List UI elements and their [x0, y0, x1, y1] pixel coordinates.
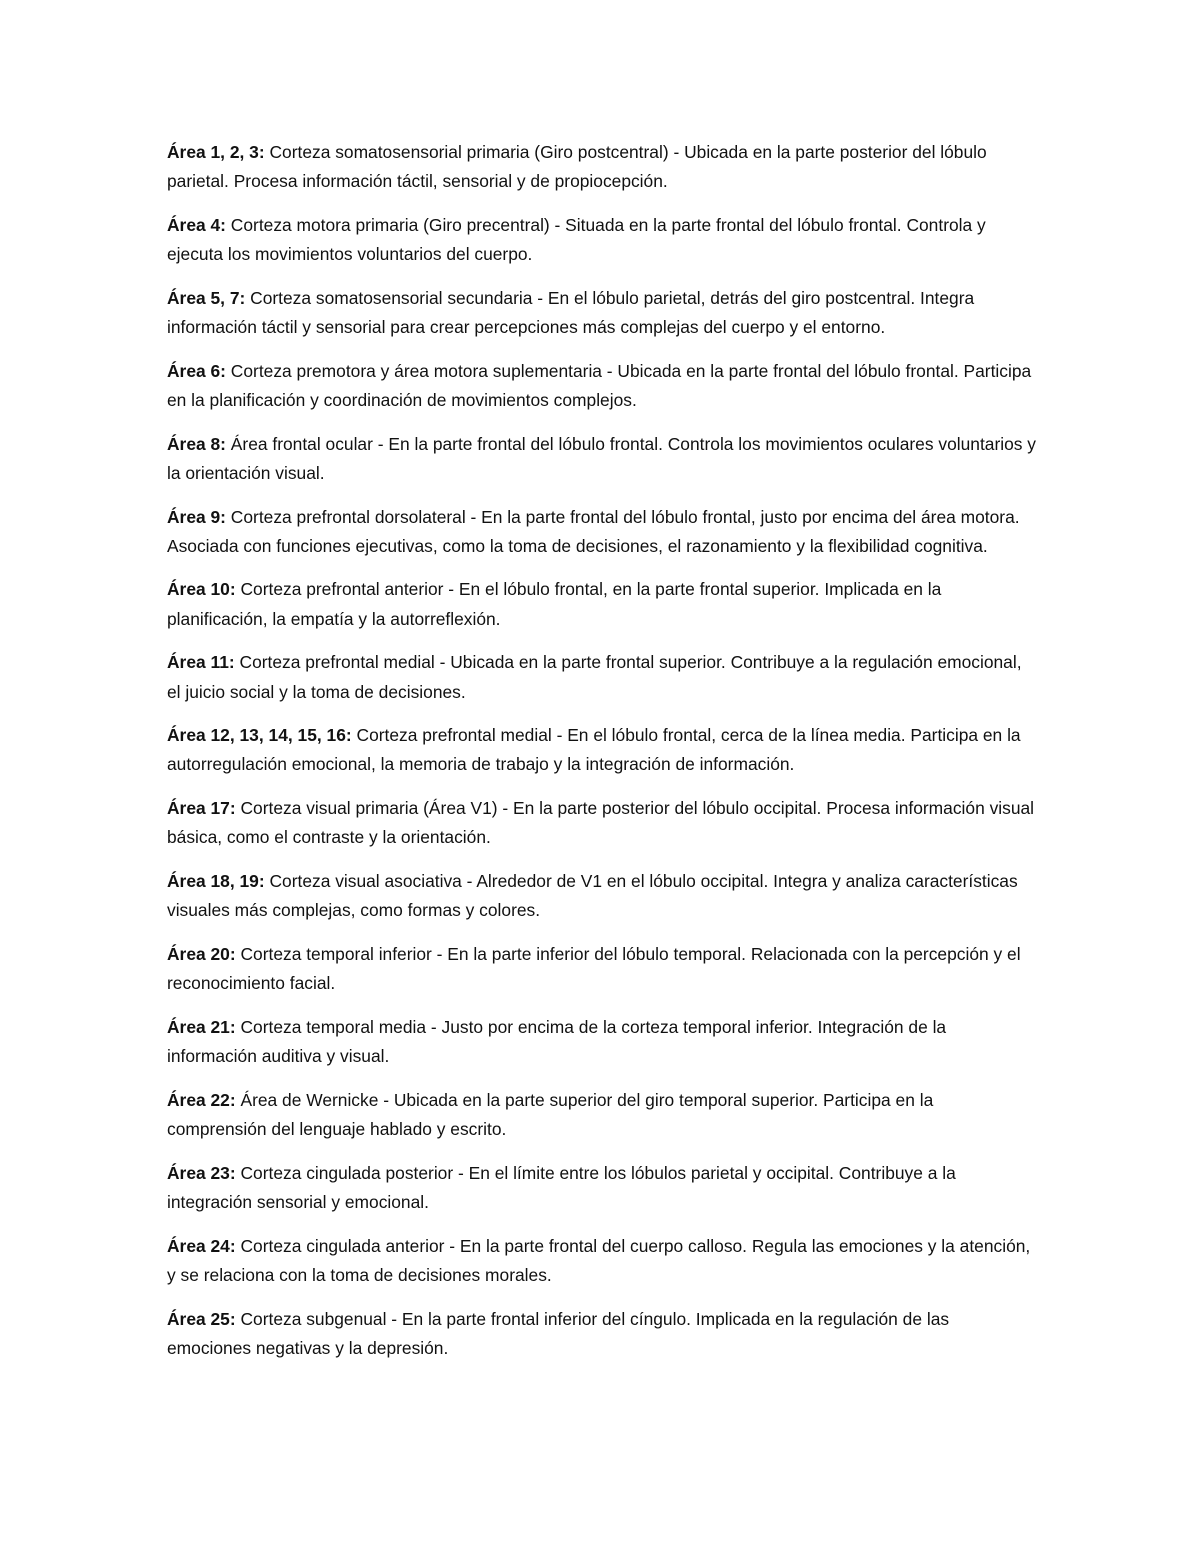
entry-area-20	[167, 940, 1037, 998]
entry-label: Área 12, 13, 14, 15, 16:	[167, 725, 352, 746]
entry-text: Corteza cingulada posterior - En el límite entre los lóbulos parietal y occipital. Contribuye a la integración sensorial y emocional.	[167, 1162, 956, 1212]
entry-text: Área de Wernicke - Ubicada en la parte superior del giro temporal superior. Participa en la comprensión del lenguaje hablado y escrito.	[167, 1089, 934, 1139]
entry-text: Corteza temporal media - Justo por encima de la corteza temporal inferior. Integración de la información auditiva y visual.	[167, 1016, 947, 1067]
entry-area-10	[167, 575, 1037, 633]
entry-label: Área 24:	[167, 1235, 236, 1256]
entry-area-8	[167, 430, 1037, 488]
entry-area-5-7	[167, 284, 1037, 342]
entry-area-6	[167, 357, 1037, 415]
entry-text: Corteza somatosensorial primaria (Giro postcentral) - Ubicada en la parte posterior del lóbulo parietal. Procesa información táctil, sensorial y de propiocepción.	[167, 142, 987, 192]
entry-area-23	[167, 1159, 1037, 1217]
entry-label: Área 8:	[167, 433, 226, 454]
entry-label: Área 6:	[167, 360, 226, 381]
entry-label: Área 23:	[167, 1162, 236, 1183]
entry-label: Área 22:	[167, 1089, 236, 1110]
entry-text: Corteza visual asociativa - Alrededor de V1 en el lóbulo occipital. Integra y analiza características visuales más complejas, como formas y colores.	[167, 871, 1018, 921]
entry-text: Corteza visual primaria (Área V1) - En la parte posterior del lóbulo occipital. Procesa información visual básica, como el contraste y la orientación.	[167, 798, 1035, 848]
entry-label: Área 20:	[167, 943, 236, 964]
entry-text: Corteza prefrontal dorsolateral - En la parte frontal del lóbulo frontal, justo por encima del área motora. Asociada con funciones ejecutivas, como la toma de decisiones, el razonamiento y la flexibilidad cognitiva.	[167, 506, 1020, 556]
entry-text: Área frontal ocular - En la parte frontal del lóbulo frontal. Controla los movimientos oculares voluntarios y la orientación visual.	[167, 433, 1037, 483]
entry-text: Corteza temporal inferior - En la parte inferior del lóbulo temporal. Relacionada con la percepción y el reconocimiento facial.	[167, 943, 1021, 994]
entry-label: Área 21:	[167, 1016, 236, 1037]
entry-area-25	[167, 1305, 1037, 1363]
entry-area-18-19	[167, 867, 1037, 925]
entry-area-9	[167, 503, 1037, 561]
entry-label: Área 5, 7:	[167, 287, 246, 308]
entry-label: Área 9:	[167, 506, 226, 527]
entry-area-12-16	[167, 721, 1037, 779]
entry-area-4	[167, 211, 1037, 269]
entry-label: Área 10:	[167, 579, 236, 600]
entry-label: Área 18, 19:	[167, 871, 265, 892]
entry-text: Corteza prefrontal anterior - En el lóbulo frontal, en la parte frontal superior. Implicada en la planificación, la empatía y la autorreflexión.	[167, 579, 942, 629]
entry-label: Área 11:	[167, 652, 235, 673]
entry-area-24	[167, 1232, 1037, 1290]
entry-area-17	[167, 794, 1037, 852]
entry-text: Corteza premotora y área motora suplementaria - Ubicada en la parte frontal del lóbulo frontal. Participa en la planificación y coordinación de movimientos complejos.	[167, 360, 1032, 410]
entry-area-22	[167, 1086, 1037, 1144]
entry-label: Área 4:	[167, 214, 226, 235]
entry-label: Área 17:	[167, 798, 236, 819]
entry-text: Corteza motora primaria (Giro precentral) - Situada en la parte frontal del lóbulo frontal. Controla y ejecuta los movimientos voluntarios del cuerpo.	[167, 214, 986, 265]
entry-label: Área 25:	[167, 1308, 236, 1329]
entry-text: Corteza prefrontal medial - Ubicada en la parte frontal superior. Contribuye a la regulación emocional, el juicio social y la toma de decisiones.	[167, 652, 1022, 702]
entry-text: Corteza somatosensorial secundaria - En el lóbulo parietal, detrás del giro postcentral. Integra información táctil y sensorial para crear percepciones más complejas del cuerpo y el entorno.	[167, 287, 975, 338]
entry-area-1-2-3	[167, 138, 1037, 196]
entry-text: Corteza cingulada anterior - En la parte frontal del cuerpo calloso. Regula las emociones y la atención, y se relaciona con la toma de decisiones morales.	[167, 1235, 1031, 1285]
entry-label: Área 1, 2, 3:	[167, 142, 265, 162]
entry-area-11	[167, 648, 1037, 706]
entry-text: Corteza prefrontal medial - En el lóbulo frontal, cerca de la línea media. Participa en la autorregulación emocional, la memoria de trabajo y la integración de información.	[167, 725, 1021, 775]
entry-text: Corteza subgenual - En la parte frontal inferior del cíngulo. Implicada en la regulación de las emociones negativas y la depresión.	[167, 1308, 950, 1358]
entry-area-21	[167, 1013, 1037, 1071]
document-body	[167, 138, 1037, 1377]
